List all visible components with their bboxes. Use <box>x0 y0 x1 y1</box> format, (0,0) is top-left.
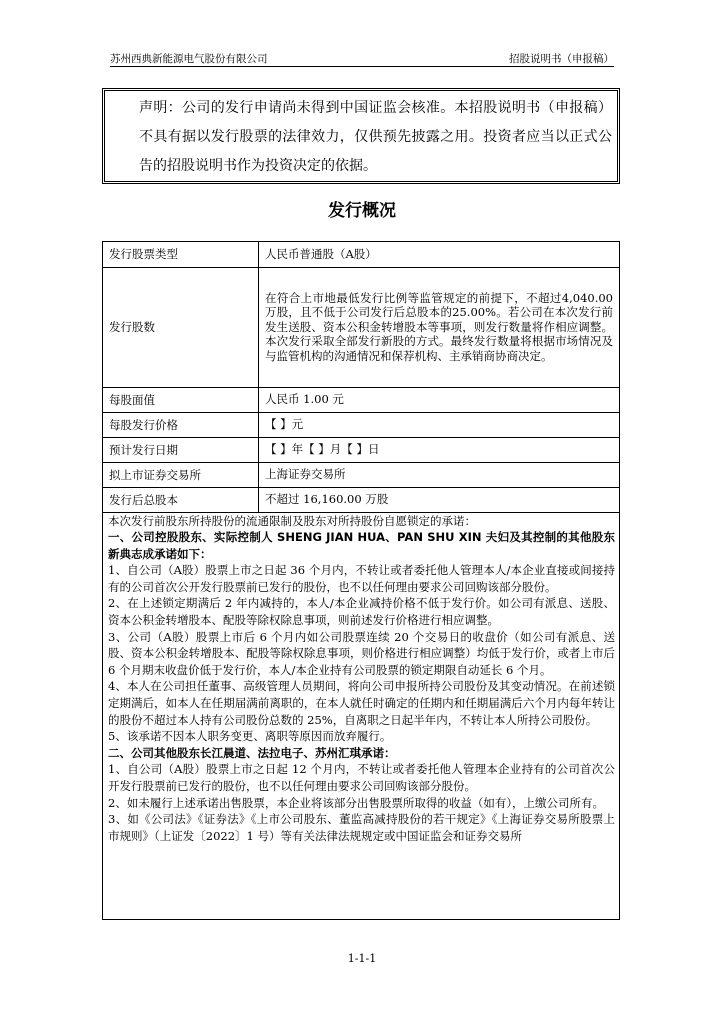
table-row <box>103 242 619 267</box>
row-label: 发行股数 <box>103 267 259 387</box>
row-value: 不超过 16,160.00 万股 <box>259 487 620 512</box>
commitment-item: 2、如未履行上述承诺出售股票，本企业将该部分出售股票所取得的收益（如有），上缴公司所有。 <box>108 795 605 810</box>
commitment-item: 4、本人在公司担任董事、高级管理人员期间，将向公司申报所持公司股份及其变动情况。在前述锁定期满后，如本人在任期届满前离职的，在本人就任时确定的任期内和任期届满后六个月内每年转让的股份不超过本人持有公司股份总数的 25%，自离职之日起半年内，不转让本人所持公司股份。 <box>108 679 615 727</box>
offering-overview-box <box>102 241 620 920</box>
table-row <box>103 267 619 387</box>
lockup-commitments <box>103 513 619 845</box>
row-value: 在符合上市地最低发行比例等监管规定的前提下，不超过4,040.00万股，且不低于公司发行后总股本的25.00%。若公司在本次发行前发生送股、资本公积金转增股本等事项，则发行数量将作相应调整。本次发行采取全部发行新股的方式。最终发行数量将根据市场情况及与监管机构的沟通情况和保荐机构、主承销商协商决定。 <box>259 267 620 387</box>
table-row <box>103 437 619 462</box>
row-label: 发行后总股本 <box>103 487 259 512</box>
header-doc-title: 招股说明书（申报稿） <box>509 53 614 65</box>
row-label: 拟上市证券交易所 <box>103 462 259 487</box>
table-row <box>103 487 619 512</box>
table-row <box>103 387 619 412</box>
commitments-intro: 本次发行前股东所持股份的流通限制及股东对所持股份自愿锁定的承诺： <box>108 513 476 528</box>
table-row <box>103 462 619 487</box>
row-value: 人民币普通股（A股） <box>259 242 620 267</box>
commitments-heading-1: 一、公司控股股东、实际控制人 SHENG JIAN HUA、PAN SHU XIN 夫妇及其控制的其他股东新典志成承诺如下： <box>108 530 615 561</box>
page-number: 1-1-1 <box>347 952 377 965</box>
commitment-item: 1、自公司（A股）股票上市之日起 36 个月内，不转让或者委托他人管理本人/本企业直接或间接持有的公司首次公开发行股票前已发行的股份，也不以任何理由要求公司回购该部分股份。 <box>108 563 615 594</box>
section-title: 发行概况 <box>328 201 396 221</box>
header-company: 苏州西典新能源电气股份有限公司 <box>110 53 268 65</box>
commitment-item: 2、在上述锁定期满后 2 年内减持的，本人/本企业减持价格不低于发行价。如公司有派息、送股、资本公积金转增股本、配股等除权除息事项，则前述发行价格进行相应调整。 <box>108 596 615 628</box>
page-header <box>110 50 614 67</box>
commitment-item: 3、公司（A股）股票上市后 6 个月内如公司股票连续 20 个交易日的收盘价（如公司有派息、送股、资本公积金转增股本、配股等除权除息事项，则价格进行相应调整）均低于发行价，或者上市后 6 个月期末收盘价低于发行价，本人/本企业持有公司股票的锁定期限自动延长 6 个月。 <box>108 629 615 677</box>
row-label: 预计发行日期 <box>103 437 259 462</box>
offering-table <box>103 242 619 513</box>
row-value: 人民币 1.00 元 <box>259 387 620 412</box>
commitments-heading-2: 二、公司其他股东长江晨道、法拉电子、苏州汇琪承诺： <box>108 745 396 760</box>
row-label: 每股发行价格 <box>103 412 259 437</box>
row-value: 上海证券交易所 <box>259 462 620 487</box>
commitment-item: 3、如《公司法》《证券法》《上市公司股东、董监高减持股份的若干规定》《上海证券交易所股票上市规则》（上证发〔2022〕1 号）等有关法律法规规定或中国证监会和证券交易所 <box>108 812 615 843</box>
disclaimer-text: 声明：公司的发行申请尚未得到中国证监会核准。本招股说明书（申报稿）不具有据以发行股票的法律效力，仅供预先披露之用。投资者应当以正式公告的招股说明书作为投资决定的依据。 <box>139 100 612 174</box>
row-label: 每股面值 <box>103 387 259 412</box>
row-value: 【 】元 <box>259 412 620 437</box>
disclaimer-box <box>102 88 620 184</box>
table-row <box>103 412 619 437</box>
row-value: 【 】年【 】月【 】日 <box>259 437 620 462</box>
commitment-item: 5、该承诺不因本人职务变更、离职等原因而放弃履行。 <box>108 729 392 744</box>
commitment-item: 1、自公司（A股）股票上市之日起 12 个月内，不转让或者委托他人管理本企业持有的公司首次公开发行股票前已发行的股份，也不以任何理由要求公司回购该部分股份。 <box>108 762 615 793</box>
row-label: 发行股票类型 <box>103 242 259 267</box>
